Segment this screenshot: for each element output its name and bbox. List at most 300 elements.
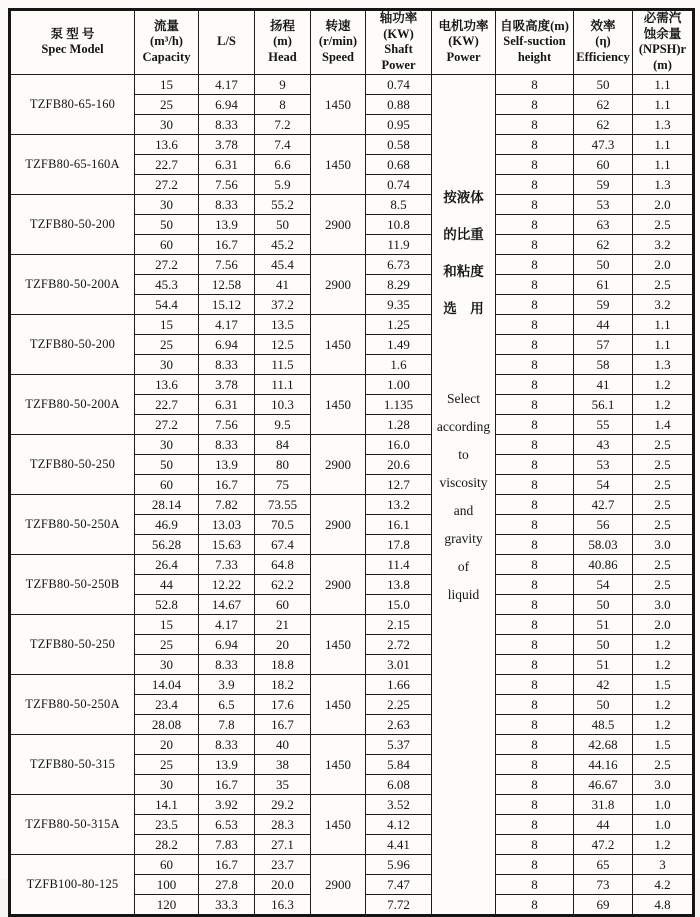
suction-height-cell: 8 <box>496 474 574 494</box>
head-cell: 55.2 <box>255 194 311 214</box>
model-cell: TZFB100-80-125 <box>10 854 135 915</box>
capacity-cell: 30 <box>135 654 199 674</box>
efficiency-cell: 58 <box>574 354 633 374</box>
npsh-cell: 1.4 <box>633 414 694 434</box>
npsh-cell: 3 <box>633 854 694 874</box>
shaft-power-cell: 10.8 <box>366 214 432 234</box>
efficiency-cell: 50 <box>574 74 633 94</box>
shaft-power-cell: 9.35 <box>366 294 432 314</box>
table-row <box>10 74 694 94</box>
npsh-cell: 2.0 <box>633 194 694 214</box>
capacity-cell: 60 <box>135 234 199 254</box>
table-row <box>10 494 694 514</box>
header-line: (m) <box>653 57 672 72</box>
suction-height-cell: 8 <box>496 814 574 834</box>
efficiency-cell: 50 <box>574 634 633 654</box>
head-cell: 18.8 <box>255 654 311 674</box>
npsh-cell: 2.5 <box>633 434 694 454</box>
shaft-power-cell: 1.66 <box>366 674 432 694</box>
capacity-cell: 50 <box>135 454 199 474</box>
npsh-cell: 2.0 <box>633 254 694 274</box>
suction-height-cell: 8 <box>496 574 574 594</box>
speed-cell: 1450 <box>311 674 366 734</box>
shaft-power-cell: 11.4 <box>366 554 432 574</box>
ls-cell: 4.17 <box>199 314 255 334</box>
ls-cell: 7.82 <box>199 494 255 514</box>
efficiency-cell: 54 <box>574 574 633 594</box>
ls-cell: 6.5 <box>199 694 255 714</box>
header-motor-power <box>432 10 496 75</box>
npsh-cell: 2.5 <box>633 274 694 294</box>
head-cell: 67.4 <box>255 534 311 554</box>
ls-cell: 6.94 <box>199 94 255 114</box>
shaft-power-cell: 0.58 <box>366 134 432 154</box>
model-cell: TZFB80-50-200A <box>10 374 135 434</box>
capacity-cell: 56.28 <box>135 534 199 554</box>
ls-cell: 4.17 <box>199 614 255 634</box>
npsh-cell: 1.5 <box>633 734 694 754</box>
npsh-cell: 2.5 <box>633 454 694 474</box>
speed-cell: 2900 <box>311 254 366 314</box>
header-line: Self-suction <box>503 34 566 49</box>
suction-height-cell: 8 <box>496 454 574 474</box>
npsh-cell: 3.2 <box>633 294 694 314</box>
note-line: to <box>458 446 469 462</box>
suction-height-cell: 8 <box>496 874 574 894</box>
head-cell: 18.2 <box>255 674 311 694</box>
ls-cell: 8.33 <box>199 654 255 674</box>
shaft-power-cell: 1.135 <box>366 394 432 414</box>
speed-cell: 1450 <box>311 314 366 374</box>
table-row <box>10 794 694 814</box>
ls-cell: 7.8 <box>199 714 255 734</box>
suction-height-cell: 8 <box>496 334 574 354</box>
suction-height-cell: 8 <box>496 274 574 294</box>
ls-cell: 8.33 <box>199 434 255 454</box>
ls-cell: 27.8 <box>199 874 255 894</box>
capacity-cell: 22.7 <box>135 394 199 414</box>
ls-cell: 7.56 <box>199 254 255 274</box>
model-cell: TZFB80-65-160A <box>10 134 135 194</box>
efficiency-cell: 42.7 <box>574 494 633 514</box>
head-cell: 6.6 <box>255 154 311 174</box>
header-shaft-power <box>366 10 432 75</box>
shaft-power-cell: 5.37 <box>366 734 432 754</box>
shaft-power-cell: 6.73 <box>366 254 432 274</box>
shaft-power-cell: 0.88 <box>366 94 432 114</box>
shaft-power-cell: 15.0 <box>366 594 432 614</box>
efficiency-cell: 57 <box>574 334 633 354</box>
ls-cell: 6.31 <box>199 154 255 174</box>
header-line: 蚀余量 <box>643 26 682 41</box>
shaft-power-cell: 20.6 <box>366 454 432 474</box>
ls-cell: 8.33 <box>199 114 255 134</box>
capacity-cell: 46.9 <box>135 514 199 534</box>
ls-cell: 6.94 <box>199 334 255 354</box>
header-speed <box>311 10 366 75</box>
efficiency-cell: 65 <box>574 854 633 874</box>
head-cell: 12.5 <box>255 334 311 354</box>
ls-cell: 6.53 <box>199 814 255 834</box>
shaft-power-cell: 1.25 <box>366 314 432 334</box>
head-cell: 80 <box>255 454 311 474</box>
npsh-cell: 1.1 <box>633 334 694 354</box>
capacity-cell: 15 <box>135 314 199 334</box>
header-line: Capacity <box>142 50 191 65</box>
suction-height-cell: 8 <box>496 214 574 234</box>
shaft-power-cell: 13.2 <box>366 494 432 514</box>
ls-cell: 8.33 <box>199 354 255 374</box>
shaft-power-cell: 2.15 <box>366 614 432 634</box>
head-cell: 60 <box>255 594 311 614</box>
ls-cell: 3.9 <box>199 674 255 694</box>
ls-cell: 13.9 <box>199 754 255 774</box>
suction-height-cell: 8 <box>496 694 574 714</box>
npsh-cell: 3.0 <box>633 534 694 554</box>
shaft-power-cell: 16.0 <box>366 434 432 454</box>
efficiency-cell: 50 <box>574 254 633 274</box>
shaft-power-cell: 8.29 <box>366 274 432 294</box>
header-line: L/S <box>217 34 236 49</box>
capacity-cell: 44 <box>135 574 199 594</box>
npsh-cell: 1.1 <box>633 134 694 154</box>
head-cell: 11.1 <box>255 374 311 394</box>
model-cell: TZFB80-50-200 <box>10 194 135 254</box>
shaft-power-cell: 7.72 <box>366 894 432 915</box>
ls-cell: 12.22 <box>199 574 255 594</box>
suction-height-cell: 8 <box>496 174 574 194</box>
efficiency-cell: 62 <box>574 234 633 254</box>
npsh-cell: 2.5 <box>633 214 694 234</box>
efficiency-cell: 59 <box>574 174 633 194</box>
suction-height-cell: 8 <box>496 354 574 374</box>
suction-height-cell: 8 <box>496 754 574 774</box>
header-line: Shaft Power <box>381 42 416 72</box>
head-cell: 16.7 <box>255 714 311 734</box>
head-cell: 9 <box>255 74 311 94</box>
header-head <box>255 10 311 75</box>
ls-cell: 12.58 <box>199 274 255 294</box>
suction-height-cell: 8 <box>496 894 574 915</box>
suction-height-cell: 8 <box>496 154 574 174</box>
capacity-cell: 54.4 <box>135 294 199 314</box>
header-line: (η) <box>595 34 611 49</box>
efficiency-cell: 40.86 <box>574 554 633 574</box>
npsh-cell: 1.2 <box>633 394 694 414</box>
suction-height-cell: 8 <box>496 554 574 574</box>
ls-cell: 3.78 <box>199 134 255 154</box>
motor-note-chinese <box>432 179 495 327</box>
suction-height-cell: 8 <box>496 834 574 854</box>
suction-height-cell: 8 <box>496 394 574 414</box>
ls-cell: 4.17 <box>199 74 255 94</box>
efficiency-cell: 48.5 <box>574 714 633 734</box>
ls-cell: 33.3 <box>199 894 255 915</box>
shaft-power-cell: 17.8 <box>366 534 432 554</box>
header-line: Head <box>268 50 297 65</box>
suction-height-cell: 8 <box>496 794 574 814</box>
model-cell: TZFB80-50-250 <box>10 434 135 494</box>
capacity-cell: 27.2 <box>135 254 199 274</box>
efficiency-cell: 61 <box>574 274 633 294</box>
capacity-cell: 26.4 <box>135 554 199 574</box>
capacity-cell: 28.08 <box>135 714 199 734</box>
capacity-cell: 25 <box>135 334 199 354</box>
ls-cell: 16.7 <box>199 854 255 874</box>
suction-height-cell: 8 <box>496 254 574 274</box>
efficiency-cell: 43 <box>574 434 633 454</box>
table-row <box>10 194 694 214</box>
suction-height-cell: 8 <box>496 514 574 534</box>
speed-cell: 1450 <box>311 794 366 854</box>
model-cell: TZFB80-50-250B <box>10 554 135 614</box>
suction-height-cell: 8 <box>496 74 574 94</box>
capacity-cell: 15 <box>135 614 199 634</box>
npsh-cell: 2.5 <box>633 514 694 534</box>
head-cell: 10.3 <box>255 394 311 414</box>
header-capacity <box>135 10 199 75</box>
npsh-cell: 1.0 <box>633 814 694 834</box>
ls-cell: 6.94 <box>199 634 255 654</box>
head-cell: 29.2 <box>255 794 311 814</box>
header-line: 扬程 <box>269 18 295 33</box>
motor-note-english <box>432 385 495 609</box>
ls-cell: 7.56 <box>199 174 255 194</box>
suction-height-cell: 8 <box>496 494 574 514</box>
capacity-cell: 28.2 <box>135 834 199 854</box>
note-line: viscosity <box>439 474 488 490</box>
table-row <box>10 254 694 274</box>
shaft-power-cell: 5.96 <box>366 854 432 874</box>
header-line: (KW) <box>448 34 479 49</box>
head-cell: 75 <box>255 474 311 494</box>
npsh-cell: 1.0 <box>633 794 694 814</box>
header-line: (m³/h) <box>150 34 183 49</box>
capacity-cell: 15 <box>135 74 199 94</box>
head-cell: 38 <box>255 754 311 774</box>
header-line: 泵 型 号 <box>50 26 95 41</box>
model-cell: TZFB80-50-315 <box>10 734 135 794</box>
shaft-power-cell: 3.01 <box>366 654 432 674</box>
efficiency-cell: 60 <box>574 154 633 174</box>
header-line: 流量 <box>153 18 179 33</box>
efficiency-cell: 51 <box>574 614 633 634</box>
efficiency-cell: 54 <box>574 474 633 494</box>
note-line: of <box>457 558 470 574</box>
header-line: (KW) <box>383 26 414 41</box>
head-cell: 62.2 <box>255 574 311 594</box>
capacity-cell: 25 <box>135 94 199 114</box>
shaft-power-cell: 13.8 <box>366 574 432 594</box>
note-line: 和粘度 <box>443 263 484 279</box>
table-row <box>10 674 694 694</box>
capacity-cell: 14.04 <box>135 674 199 694</box>
shaft-power-cell: 0.68 <box>366 154 432 174</box>
shaft-power-cell: 5.84 <box>366 754 432 774</box>
ls-cell: 7.83 <box>199 834 255 854</box>
ls-cell: 7.33 <box>199 554 255 574</box>
shaft-power-cell: 1.6 <box>366 354 432 374</box>
shaft-power-cell: 2.25 <box>366 694 432 714</box>
shaft-power-cell: 12.7 <box>366 474 432 494</box>
head-cell: 8 <box>255 94 311 114</box>
table-row <box>10 374 694 394</box>
table-row <box>10 314 694 334</box>
capacity-cell: 45.3 <box>135 274 199 294</box>
capacity-cell: 23.5 <box>135 814 199 834</box>
header-line: Spec Model <box>41 42 104 57</box>
capacity-cell: 27.2 <box>135 414 199 434</box>
npsh-cell: 2.5 <box>633 494 694 514</box>
shaft-power-cell: 3.52 <box>366 794 432 814</box>
head-cell: 28.3 <box>255 814 311 834</box>
head-cell: 50 <box>255 214 311 234</box>
table-row <box>10 854 694 874</box>
npsh-cell: 2.5 <box>633 554 694 574</box>
header-line: 必需汽 <box>643 11 682 25</box>
note-line: 选 用 <box>443 300 484 316</box>
npsh-cell: 1.3 <box>633 114 694 134</box>
header-ls <box>199 10 255 75</box>
shaft-power-cell: 0.95 <box>366 114 432 134</box>
head-cell: 37.2 <box>255 294 311 314</box>
head-cell: 7.2 <box>255 114 311 134</box>
efficiency-cell: 50 <box>574 594 633 614</box>
capacity-cell: 13.6 <box>135 374 199 394</box>
efficiency-cell: 46.67 <box>574 774 633 794</box>
npsh-cell: 2.5 <box>633 574 694 594</box>
npsh-cell: 1.2 <box>633 694 694 714</box>
shaft-power-cell: 4.12 <box>366 814 432 834</box>
head-cell: 17.6 <box>255 694 311 714</box>
suction-height-cell: 8 <box>496 854 574 874</box>
table-row <box>10 614 694 634</box>
efficiency-cell: 53 <box>574 454 633 474</box>
ls-cell: 15.63 <box>199 534 255 554</box>
table-row <box>10 734 694 754</box>
efficiency-cell: 44 <box>574 314 633 334</box>
capacity-cell: 60 <box>135 854 199 874</box>
pump-spec-table <box>8 8 695 917</box>
npsh-cell: 1.2 <box>633 714 694 734</box>
head-cell: 40 <box>255 734 311 754</box>
header-line: 轴功率 <box>379 11 418 25</box>
shaft-power-cell: 11.9 <box>366 234 432 254</box>
note-line: according <box>436 418 491 434</box>
efficiency-cell: 42 <box>574 674 633 694</box>
suction-height-cell: 8 <box>496 434 574 454</box>
speed-cell: 1450 <box>311 374 366 434</box>
npsh-cell: 3.0 <box>633 774 694 794</box>
header-line: Efficiency <box>576 50 630 65</box>
speed-cell: 2900 <box>311 194 366 254</box>
efficiency-cell: 31.8 <box>574 794 633 814</box>
suction-height-cell: 8 <box>496 94 574 114</box>
header-line: (NPSH)r <box>638 42 687 57</box>
efficiency-cell: 47.2 <box>574 834 633 854</box>
efficiency-cell: 56 <box>574 514 633 534</box>
ls-cell: 8.33 <box>199 194 255 214</box>
head-cell: 84 <box>255 434 311 454</box>
capacity-cell: 30 <box>135 114 199 134</box>
npsh-cell: 2.0 <box>633 614 694 634</box>
npsh-cell: 1.2 <box>633 634 694 654</box>
shaft-power-cell: 1.49 <box>366 334 432 354</box>
efficiency-cell: 73 <box>574 874 633 894</box>
head-cell: 13.5 <box>255 314 311 334</box>
head-cell: 5.9 <box>255 174 311 194</box>
header-efficiency <box>574 10 633 75</box>
capacity-cell: 13.6 <box>135 134 199 154</box>
npsh-cell: 1.2 <box>633 374 694 394</box>
ls-cell: 16.7 <box>199 234 255 254</box>
speed-cell: 2900 <box>311 554 366 614</box>
suction-height-cell: 8 <box>496 674 574 694</box>
head-cell: 11.5 <box>255 354 311 374</box>
suction-height-cell: 8 <box>496 294 574 314</box>
note-line: 按液体 <box>443 189 484 205</box>
efficiency-cell: 53 <box>574 194 633 214</box>
suction-height-cell: 8 <box>496 534 574 554</box>
efficiency-cell: 55 <box>574 414 633 434</box>
head-cell: 64.8 <box>255 554 311 574</box>
speed-cell: 1450 <box>311 134 366 194</box>
suction-height-cell: 8 <box>496 414 574 434</box>
capacity-cell: 30 <box>135 194 199 214</box>
shaft-power-cell: 0.74 <box>366 174 432 194</box>
header-line: Power <box>446 50 481 65</box>
npsh-cell: 2.5 <box>633 754 694 774</box>
header-row <box>10 10 694 75</box>
model-cell: TZFB80-50-250A <box>10 494 135 554</box>
header-line: 自吸高度(m) <box>500 18 569 33</box>
model-cell: TZFB80-50-200A <box>10 254 135 314</box>
head-cell: 73.55 <box>255 494 311 514</box>
shaft-power-cell: 4.41 <box>366 834 432 854</box>
npsh-cell: 2.5 <box>633 474 694 494</box>
suction-height-cell: 8 <box>496 234 574 254</box>
ls-cell: 14.67 <box>199 594 255 614</box>
note-line: gravity <box>444 530 483 546</box>
capacity-cell: 14.1 <box>135 794 199 814</box>
efficiency-cell: 42.68 <box>574 734 633 754</box>
table-header <box>10 10 694 75</box>
npsh-cell: 4.8 <box>633 894 694 915</box>
capacity-cell: 30 <box>135 354 199 374</box>
suction-height-cell: 8 <box>496 114 574 134</box>
model-cell: TZFB80-65-160 <box>10 74 135 134</box>
capacity-cell: 30 <box>135 434 199 454</box>
efficiency-cell: 69 <box>574 894 633 915</box>
capacity-cell: 50 <box>135 214 199 234</box>
head-cell: 45.4 <box>255 254 311 274</box>
suction-height-cell: 8 <box>496 614 574 634</box>
npsh-cell: 1.3 <box>633 354 694 374</box>
npsh-cell: 1.2 <box>633 834 694 854</box>
npsh-cell: 1.3 <box>633 174 694 194</box>
header-line: 效率 <box>590 18 616 33</box>
efficiency-cell: 63 <box>574 214 633 234</box>
efficiency-cell: 50 <box>574 694 633 714</box>
header-npsh <box>633 10 694 75</box>
npsh-cell: 3.2 <box>633 234 694 254</box>
speed-cell: 2900 <box>311 854 366 915</box>
suction-height-cell: 8 <box>496 374 574 394</box>
header-line: (m) <box>273 34 292 49</box>
speed-cell: 2900 <box>311 434 366 494</box>
head-cell: 21 <box>255 614 311 634</box>
npsh-cell: 1.1 <box>633 94 694 114</box>
